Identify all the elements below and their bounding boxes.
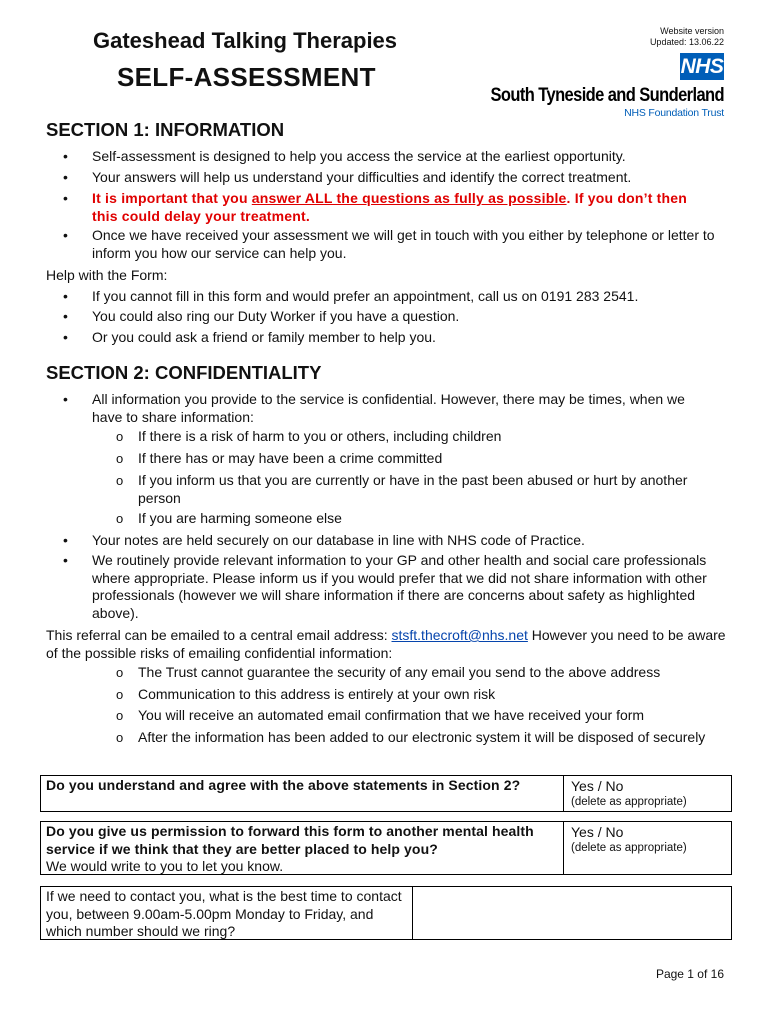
question-cell bbox=[41, 822, 564, 874]
sub-bullet-icon: o bbox=[116, 451, 124, 466]
sub-list-item: If you inform us that you are currently or have in the past been abused or hurt by another person bbox=[138, 472, 688, 506]
bullet-icon: • bbox=[63, 227, 68, 243]
delete-note: (delete as appropriate) bbox=[571, 842, 687, 854]
page-title: SELF-ASSESSMENT bbox=[117, 62, 376, 92]
list-item: Your notes are held securely on our database in line with NHS code of Practice. bbox=[92, 532, 585, 548]
bullet-icon: • bbox=[63, 288, 68, 304]
bullet-icon: • bbox=[63, 552, 68, 568]
help-label: Help with the Form: bbox=[46, 267, 168, 283]
email-warning: However you need to be aware of the possible risks of emailing confidential information: bbox=[46, 627, 726, 661]
list-item: All information you provide to the service is confidential. However, there may be times, when we have to share information: bbox=[92, 391, 685, 425]
notice-text: It is important that you bbox=[92, 190, 252, 206]
sub-list-item: Communication to this address is entirely at your own risk bbox=[138, 686, 496, 702]
question-box-contact bbox=[40, 886, 732, 940]
list-item: Self-assessment is designed to help you access the service at the earliest opportunity. bbox=[92, 148, 626, 164]
sub-bullet-icon: o bbox=[116, 473, 124, 488]
bullet-icon: • bbox=[63, 169, 68, 185]
sub-bullet-icon: o bbox=[116, 708, 124, 723]
trust-subtitle: NHS Foundation Trust bbox=[624, 107, 724, 119]
bullet-icon: • bbox=[63, 148, 68, 164]
answer-cell[interactable] bbox=[564, 776, 731, 811]
list-item: Once we have received your assessment we will get in touch with you either by telephone or letter to inform you how our service can help you. bbox=[92, 227, 715, 261]
nhs-logo: NHS bbox=[680, 55, 724, 78]
version-date: Updated: 13.06.22 bbox=[649, 37, 724, 47]
org-title: Gateshead Talking Therapies bbox=[93, 28, 398, 53]
section-1-heading: SECTION 1: INFORMATION bbox=[46, 119, 285, 140]
bullet-icon: • bbox=[63, 329, 68, 345]
delete-note: (delete as appropriate) bbox=[571, 796, 687, 808]
list-item: Your answers will help us understand your difficulties and identify the correct treatment. bbox=[92, 169, 632, 185]
sub-bullet-icon: o bbox=[116, 429, 124, 444]
question-text: Do you understand and agree with the above statements in Section 2? bbox=[46, 777, 521, 793]
notice-text-end: . If you don’t then this could delay your treatment. bbox=[92, 190, 687, 224]
important-notice bbox=[92, 190, 712, 225]
sub-list-item: After the information has been added to our electronic system it will be disposed of securely bbox=[138, 729, 706, 745]
contact-answer-field[interactable] bbox=[413, 887, 731, 939]
sub-list-item: You will receive an automated email confirmation that we have received your form bbox=[138, 707, 645, 723]
sub-list-item: If there is a risk of harm to you or others, including children bbox=[138, 428, 502, 444]
question-text: If we need to contact you, what is the best time to contact you, between 9.00am-5.00pm Monday to Friday, and which number should we ring? bbox=[46, 888, 402, 939]
answer-cell[interactable] bbox=[564, 822, 731, 874]
trust-name: South Tyneside and Sunderland bbox=[490, 85, 724, 106]
question-cell bbox=[41, 887, 413, 939]
sub-list-item: If there has or may have been a crime committed bbox=[138, 450, 443, 466]
question-box-agree bbox=[40, 775, 732, 812]
notice-emphasis: answer ALL the questions as fully as possible bbox=[251, 190, 567, 206]
sub-list-item: The Trust cannot guarantee the security of any email you send to the above address bbox=[138, 664, 661, 680]
version-label: Website version bbox=[660, 26, 724, 36]
list-item: If you cannot fill in this form and would prefer an appointment, call us on 0191 283 2541. bbox=[92, 288, 639, 304]
email-link[interactable]: stsft.thecroft@nhs.net bbox=[391, 627, 528, 643]
list-item: Or you could ask a friend or family member to help you. bbox=[92, 329, 436, 345]
sub-list-item: If you are harming someone else bbox=[138, 510, 342, 526]
question-cell bbox=[41, 776, 564, 811]
bullet-icon: • bbox=[63, 308, 68, 324]
version-info bbox=[650, 26, 724, 48]
list-item: You could also ring our Duty Worker if you have a question. bbox=[92, 308, 460, 324]
section-2-heading: SECTION 2: CONFIDENTIALITY bbox=[46, 362, 322, 383]
yes-no-option[interactable]: Yes / No bbox=[571, 824, 624, 840]
sub-bullet-icon: o bbox=[116, 511, 124, 526]
question-note: We would write to you to let you know. bbox=[46, 858, 284, 874]
bullet-icon: • bbox=[63, 190, 68, 206]
list-item: We routinely provide relevant information to your GP and other health and social care professionals where appropriate. Please inform us if you would prefer that we did not share information with other professionals (however we will share information if there are concerns about safety as highlighted above). bbox=[92, 552, 707, 621]
sub-bullet-icon: o bbox=[116, 687, 124, 702]
bullet-icon: • bbox=[63, 391, 68, 407]
page-number: Page 1 of 16 bbox=[655, 967, 724, 981]
sub-bullet-icon: o bbox=[116, 665, 124, 680]
email-intro: This referral can be emailed to a central email address: bbox=[46, 627, 392, 643]
bullet-icon: • bbox=[63, 532, 68, 548]
yes-no-option[interactable]: Yes / No bbox=[571, 778, 624, 794]
question-box-permission bbox=[40, 821, 732, 875]
sub-bullet-icon: o bbox=[116, 730, 124, 745]
question-text: Do you give us permission to forward this form to another mental health service if we think that they are better placed to help you? bbox=[46, 823, 534, 857]
email-paragraph bbox=[46, 627, 726, 662]
